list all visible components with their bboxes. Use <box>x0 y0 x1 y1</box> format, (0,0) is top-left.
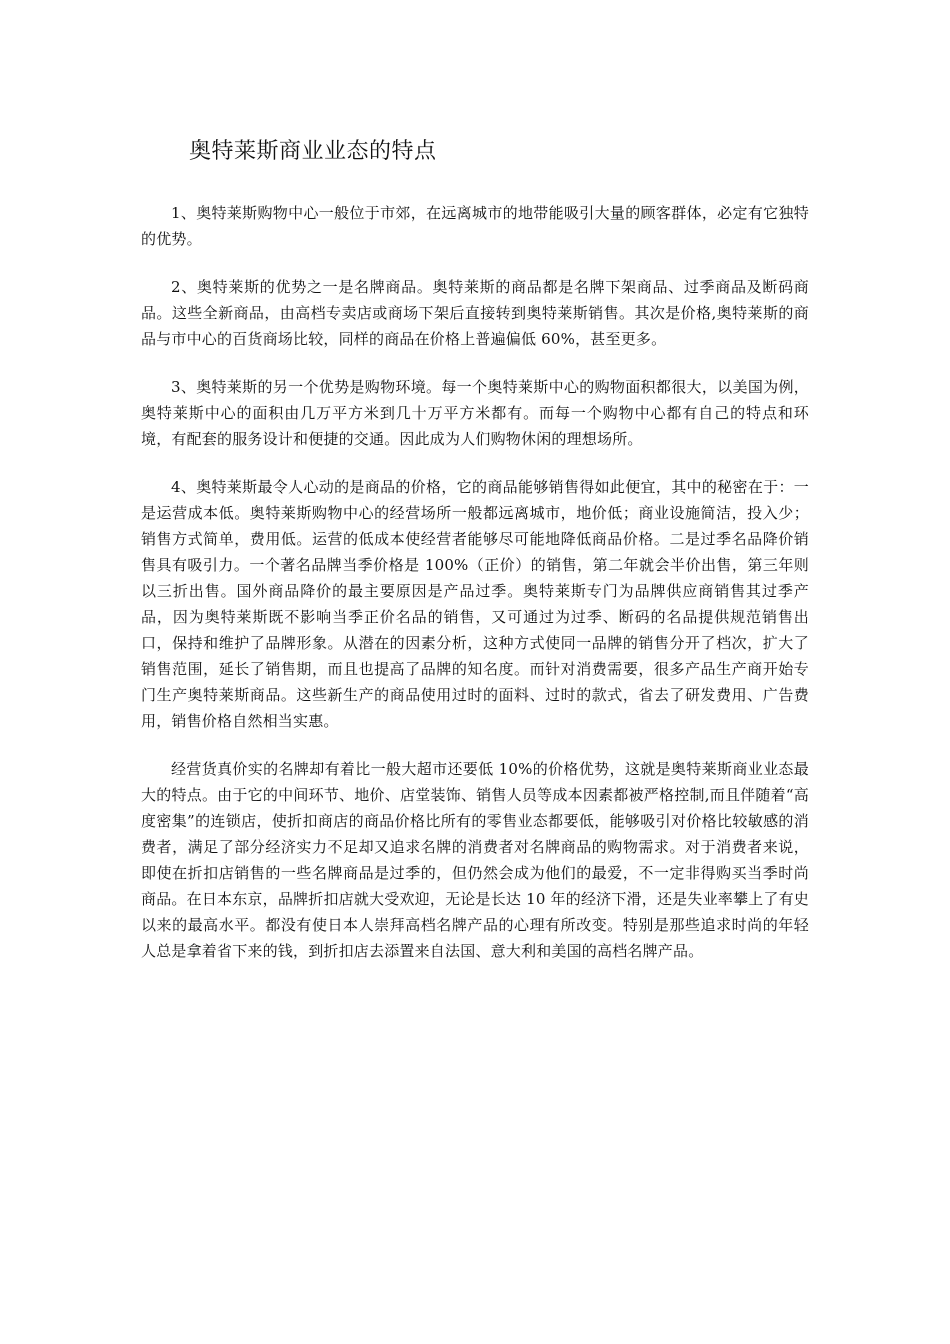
paragraph-5: 经营货真价实的名牌却有着比一般大超市还要低 10%的价格优势，这就是奥特莱斯商业业态最大的特点。由于它的中间环节、地价、店堂装饰、销售人员等成本因素都被严格控制,而且伴随着“高度密集”的连锁店，使折扣商店的商品价格比所有的零售业态都要低，能够吸引对价格比较敏感的消费者，满足了部分经济实力不足却又追求名牌的消费者对名牌商品的购物需求。对于消费者来说，即使在折扣店销售的一些名牌商品是过季的，但仍然会成为他们的最爱，不一定非得购买当季时尚商品。在日本东京，品牌折扣店就大受欢迎，无论是长达 10 年的经济下滑，还是失业率攀上了有史以来的最高水平。都没有使日本人崇拜高档名牌产品的心理有所改变。特别是那些追求时尚的年轻人总是拿着省下来的钱，到折扣店去添置来自法国、意大利和美国的高档名牌产品。 <box>141 760 809 960</box>
paragraph-2: 2、奥特莱斯的优势之一是名牌商品。奥特莱斯的商品都是名牌下架商品、过季商品及断码商品。这些全新商品，由高档专卖店或商场下架后直接转到奥特莱斯销售。其次是价格,奥特莱斯的商品与市中心的百货商场比较，同样的商品在价格上普遍偏低 60%，甚至更多。 <box>141 278 809 348</box>
paragraph-4: 4、奥特莱斯最令人心动的是商品的价格，它的商品能够销售得如此便宜，其中的秘密在于：一是运营成本低。奥特莱斯购物中心的经营场所一般都远离城市，地价低；商业设施简洁，投入少；销售方式简单，费用低。运营的低成本使经营者能够尽可能地降低商品价格。二是过季名品降价销售具有吸引力。一个著名品牌当季价格是 100%（正价）的销售，第二年就会半价出售，第三年则以三折出售。国外商品降价的最主要原因是产品过季。奥特莱斯专门为品牌供应商销售其过季产品，因为奥特莱斯既不影响当季正价名品的销售，又可通过为过季、断码的名品提供规范销售出口，保持和维护了品牌形象。从潜在的因素分析，这种方式使同一品牌的销售分开了档次，扩大了销售范围，延长了销售期，而且也提高了品牌的知名度。而针对消费需要，很多产品生产商开始专门生产奥特莱斯商品。这些新生产的商品使用过时的面料、过时的款式，省去了研发费用、广告费用，销售价格自然相当实惠。 <box>141 478 809 730</box>
document-body <box>141 200 809 986</box>
paragraph-3: 3、奥特莱斯的另一个优势是购物环境。每一个奥特莱斯中心的购物面积都很大，以美国为例，奥特莱斯中心的面积由几万平方米到几十万平方米都有。而每一个购物中心都有自己的特点和环境，有配套的服务设计和便捷的交通。因此成为人们购物休闲的理想场所。 <box>141 378 809 448</box>
document-title: 奥特莱斯商业业态的特点 <box>189 139 437 164</box>
paragraph-1: 1、奥特莱斯购物中心一般位于市郊，在远离城市的地带能吸引大量的顾客群体，必定有它独特的优势。 <box>141 204 809 248</box>
